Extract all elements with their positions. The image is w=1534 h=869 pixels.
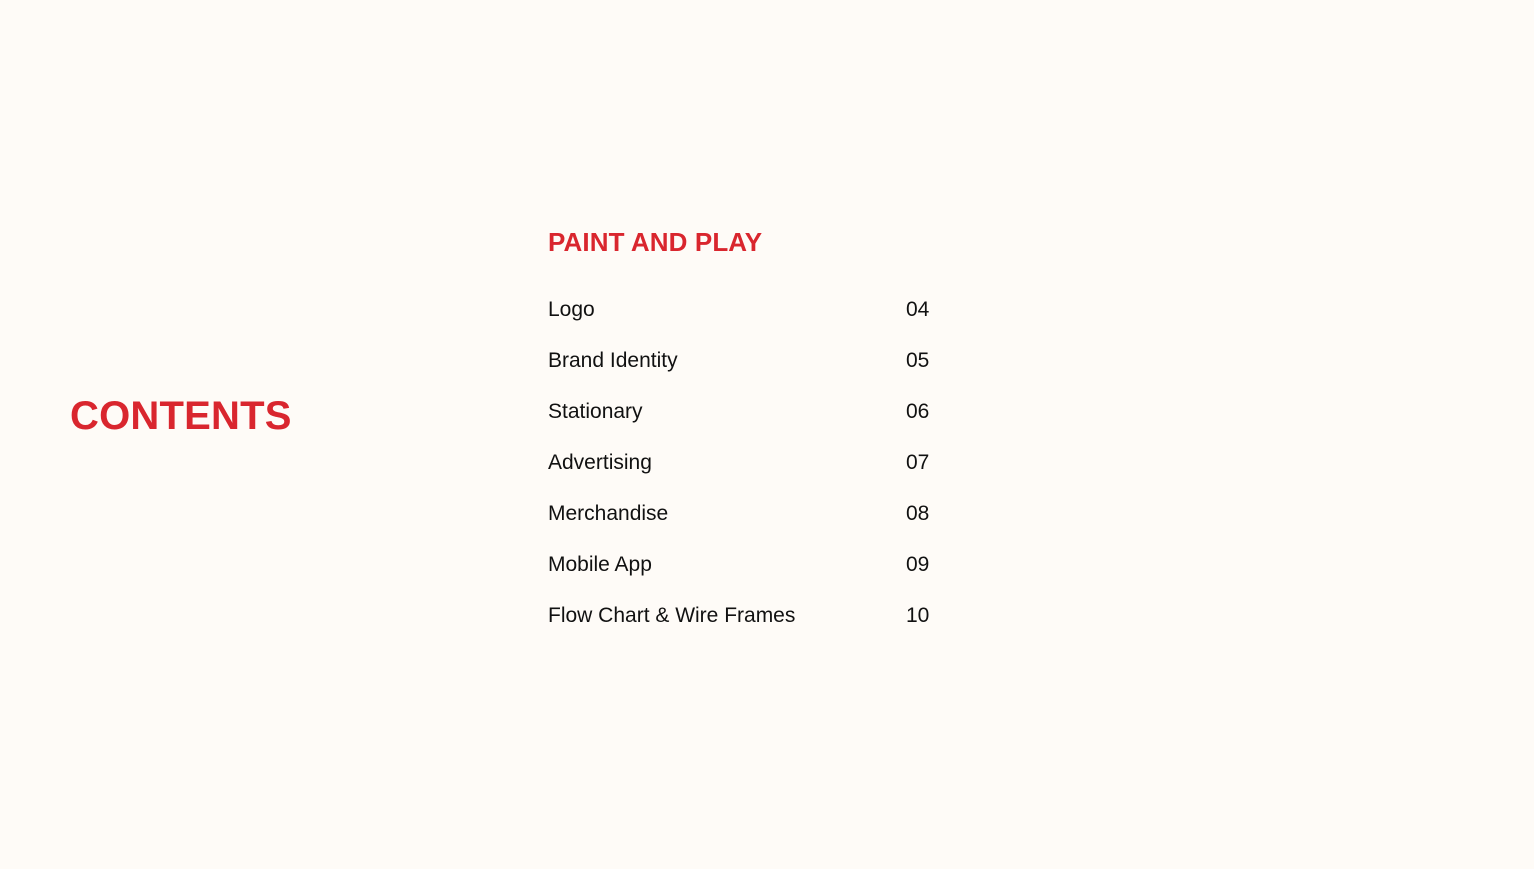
toc-item-page-number: 09 bbox=[906, 553, 930, 576]
toc-item-flow-chart-wire-frames bbox=[548, 602, 968, 653]
toc-item-page-number: 08 bbox=[906, 502, 930, 525]
contents-heading: CONTENTS bbox=[70, 394, 292, 438]
toc-item-label: Merchandise bbox=[548, 502, 669, 525]
toc-item-label: Logo bbox=[548, 298, 595, 321]
toc-item-page-number: 10 bbox=[906, 604, 930, 627]
toc-item-label: Mobile App bbox=[548, 553, 652, 576]
toc-item-label: Advertising bbox=[548, 451, 652, 474]
toc-item-brand-identity bbox=[548, 347, 968, 398]
toc-item-page-number: 07 bbox=[906, 451, 930, 474]
toc-item-label: Stationary bbox=[548, 400, 643, 423]
toc-item-mobile-app bbox=[548, 551, 968, 602]
toc-item-label: Brand Identity bbox=[548, 349, 678, 372]
toc-item-stationary bbox=[548, 398, 968, 449]
toc-item-label: Flow Chart & Wire Frames bbox=[548, 604, 796, 627]
toc-item-logo bbox=[548, 296, 968, 347]
table-of-contents bbox=[548, 226, 968, 653]
toc-item-page-number: 06 bbox=[906, 400, 930, 423]
toc-item-merchandise bbox=[548, 500, 968, 551]
toc-list bbox=[548, 296, 968, 653]
toc-item-page-number: 05 bbox=[906, 349, 930, 372]
toc-item-page-number: 04 bbox=[906, 298, 930, 321]
project-title: PAINT AND PLAY bbox=[548, 227, 763, 257]
toc-item-advertising bbox=[548, 449, 968, 500]
